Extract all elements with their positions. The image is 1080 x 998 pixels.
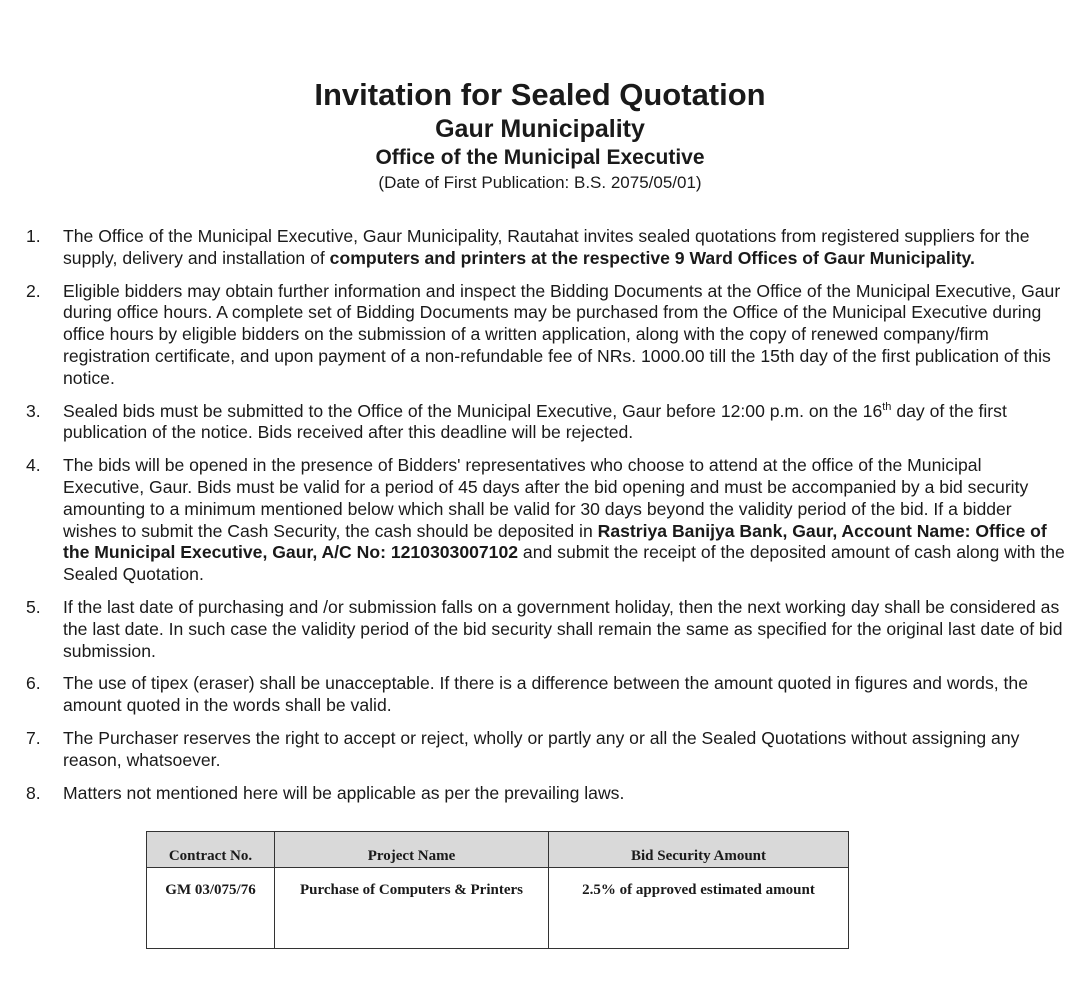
- bank-account-details: Rastriya Banijya Bank, Gaur, Account Name: Office of the Municipal Executive, Gaur, A/C No: 1210303007102: [63, 520, 1047, 563]
- notice-clauses: [26, 226, 1066, 815]
- clause-text: The use of tipex (eraser) shall be unacceptable. If there is a difference between the amount quoted in figures and words, the amount quoted in the words shall be valid.: [63, 673, 1028, 716]
- clause-8: [26, 783, 1066, 805]
- clause-number: 6.: [26, 673, 41, 694]
- clause-number: 3.: [26, 400, 41, 421]
- clause-number: 5.: [26, 596, 41, 617]
- clause-text: If the last date of purchasing and /or submission falls on a government holiday, then the next working day shall be considered as the last date. In such case the validity period of the bid security shall remain the same as specified for the original last date of bid submission.: [63, 596, 1063, 661]
- contract-table: [146, 831, 849, 949]
- clause-6: [26, 673, 1066, 717]
- clause-number: 1.: [26, 226, 41, 246]
- header-contract-no: Contract No.: [147, 832, 275, 868]
- cell-contract-no: GM 03/075/76: [147, 868, 275, 949]
- clause-number: 8.: [26, 782, 41, 803]
- organization-name: Gaur Municipality: [435, 115, 645, 143]
- clause-5: [26, 597, 1066, 662]
- clause-number: 2.: [26, 280, 41, 301]
- clause-text: Sealed bids must be submitted to the Office of the Municipal Executive, Gaur before 12:00 p.m. on the 16: [63, 400, 883, 421]
- header-project-name: Project Name: [275, 832, 549, 868]
- notice-header: [0, 76, 1080, 194]
- ordinal-suffix: th: [882, 400, 892, 413]
- cell-project-name: Purchase of Computers & Printers: [275, 868, 549, 949]
- clause-bold-text: computers and printers at the respective 9 Ward Offices of Gaur Municipality.: [329, 247, 975, 268]
- clause-text: The Office of the Municipal Executive, Gaur Municipality, Rautahat invites sealed quotations from registered suppliers for the supply, delivery and installation of: [63, 226, 1030, 268]
- clause-2: [26, 281, 1066, 390]
- clause-text: The Purchaser reserves the right to accept or reject, wholly or partly any or all the Sealed Quotations without assigning any reason, whatsoever.: [63, 727, 1020, 770]
- clause-number: 4.: [26, 455, 41, 476]
- header-bid-security: Bid Security Amount: [549, 832, 849, 868]
- cell-bid-security: 2.5% of approved estimated amount: [549, 868, 849, 949]
- clause-text: Matters not mentioned here will be applicable as per the prevailing laws.: [63, 782, 625, 803]
- office-name: Office of the Municipal Executive: [375, 146, 705, 169]
- table-header-row: [147, 832, 849, 868]
- notice-title: Invitation for Sealed Quotation: [314, 77, 766, 112]
- table-row: [147, 868, 849, 949]
- clause-number: 7.: [26, 727, 41, 748]
- clause-4: [26, 455, 1066, 586]
- clause-text: Eligible bidders may obtain further information and inspect the Bidding Documents at the Office of the Municipal Executive, Gaur during office hours. A complete set of Bidding Documents may be purchased from the Office of the Municipal Executive during office hours by eligible bidders on the submission of a written application, along with the copy of renewed company/firm registration certificate, and upon payment of a non-refundable fee of NRs. 1000.00 till the 15th day of the first publication of this notice.: [63, 280, 1061, 388]
- clause-1: [26, 226, 1066, 270]
- clause-7: [26, 728, 1066, 772]
- clause-text-continued: day of the first publication of the notice. Bids received after this deadline will be rejected.: [63, 400, 1007, 443]
- clause-3: [26, 401, 1066, 445]
- clause-text-continued: and submit the receipt of the deposited amount of cash along with the Sealed Quotation.: [63, 542, 1065, 585]
- publication-date: (Date of First Publication: B.S. 2075/05/01): [378, 173, 702, 192]
- clause-text: The bids will be opened in the presence of Bidders' representatives who choose to attend at the office of the Municipal Executive, Gaur. Bids must be valid for a period of 45 days after the bid opening and must be accompanied by a bid security amounting to a minimum mentioned below which shall be valid for 30 days beyond the validity period of the bid. If a bidder wishes to submit the Cash Security, the cash should be deposited in: [63, 455, 1029, 541]
